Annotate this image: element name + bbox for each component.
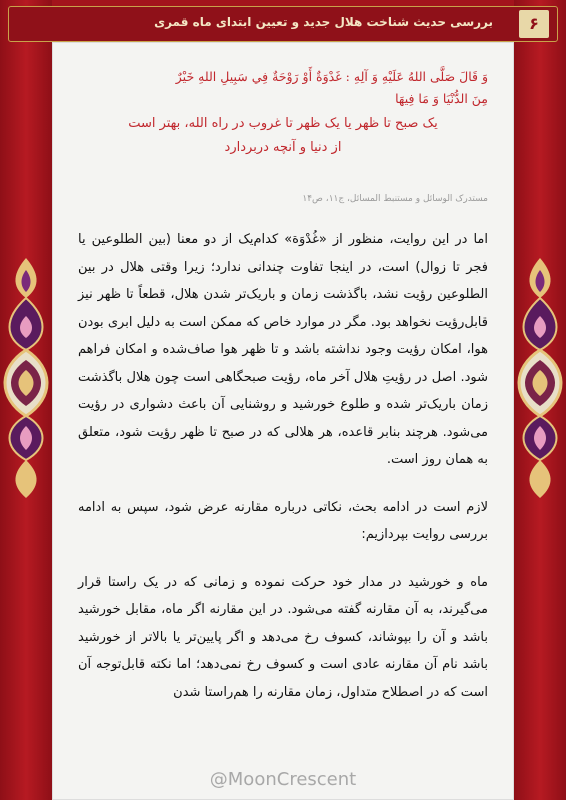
hadith-source: مستدرک الوسائل و مستنبط المسائل، ج۱۱، ص۱۴ [302, 194, 488, 204]
body-paragraph-3: ماه و خورشید در مدار خود حرکت نموده و زمانی که در یک راستا قرار می‌گیرند، به آن مقارنه گفته می‌شود. در این مقارنه اگر ماه، مقابل خورشید باشد و آن را بپوشاند، کسوف رخ می‌دهد و اگر پایین‌تر یا بالاتر از خورشید باشد نام آن مقارنه عادی است و کسوف رخ نمی‌دهد؛ اما نکته قابل‌توجه آن است که در اصطلاح متداول، زمان مقارنه را هم‌راستا شدن [78, 574, 488, 700]
footer-handle: @MoonCrescent [209, 769, 357, 790]
right-floral-ornament [512, 258, 566, 498]
header-title: بررسی حدیث شناخت هلال جدید و تعیین ابتدای ماه قمری [154, 15, 493, 29]
page-number-badge: ۶ [519, 10, 549, 38]
body-paragraph-2: لازم است در ادامه بحث، نکاتی درباره مقارنه عرض شود، سپس به ادامه بررسی روایت بپردازیم: [78, 499, 488, 542]
content-body [52, 42, 514, 800]
hadith-translation-line-1: یک صبح تا ظهر یا یک ظهر تا غروب در راه الله، بهتر است [128, 116, 438, 131]
hadith-translation-line-2: از دنیا و آنچه دربردارد [224, 140, 342, 155]
body-paragraph-1: اما در این روایت، منظور از «غُدْوَة» کدام‌یک از دو معنا (بین الطلوعین یا فجر تا زوال) است، در اینجا تفاوت چندانی ندارد؛ زیرا وقتی هلال در بین الطلوعین رؤیت نشد، باگذشت زمان و باریک‌تر شدن هلال، قطعاً تا ظهر نیز قابل‌رؤیت نخواهد بود. مگر در موارد خاص که ممکن است به دلیل ابری بودن هوا، امکان رؤیت وجود نداشته باشد و تا ظهر هوا صاف‌شده و امکان فراهم شود. اصل در رؤیتِ هلال آخر ماه، رؤیت صبحگاهی است چون هلال باگذشت زمان باریک‌تر شده و طلوع خورشید و روشنایی آن باعث دشواری در رؤیت می‌شود. هرچند بنابر قاعده، هر هلالی که در صبح تا ظهر رؤیت شود، متعلق به همان روز است. [78, 232, 488, 467]
hadith-arabic-line-1: وَ قَالَ صَلَّى اللهُ عَلَيْهِ وَ آلِهِ : غَدْوَةٌ أَوْ رَوْحَةٌ فِي سَبِيلِ اللهِ خَيْرٌ [175, 69, 488, 84]
content-paper [52, 42, 514, 800]
hadith-arabic-line-2: مِنَ الدُّنْيَا وَ مَا فِيهَا [395, 91, 488, 106]
left-floral-ornament [0, 258, 54, 498]
page-header [8, 6, 558, 42]
